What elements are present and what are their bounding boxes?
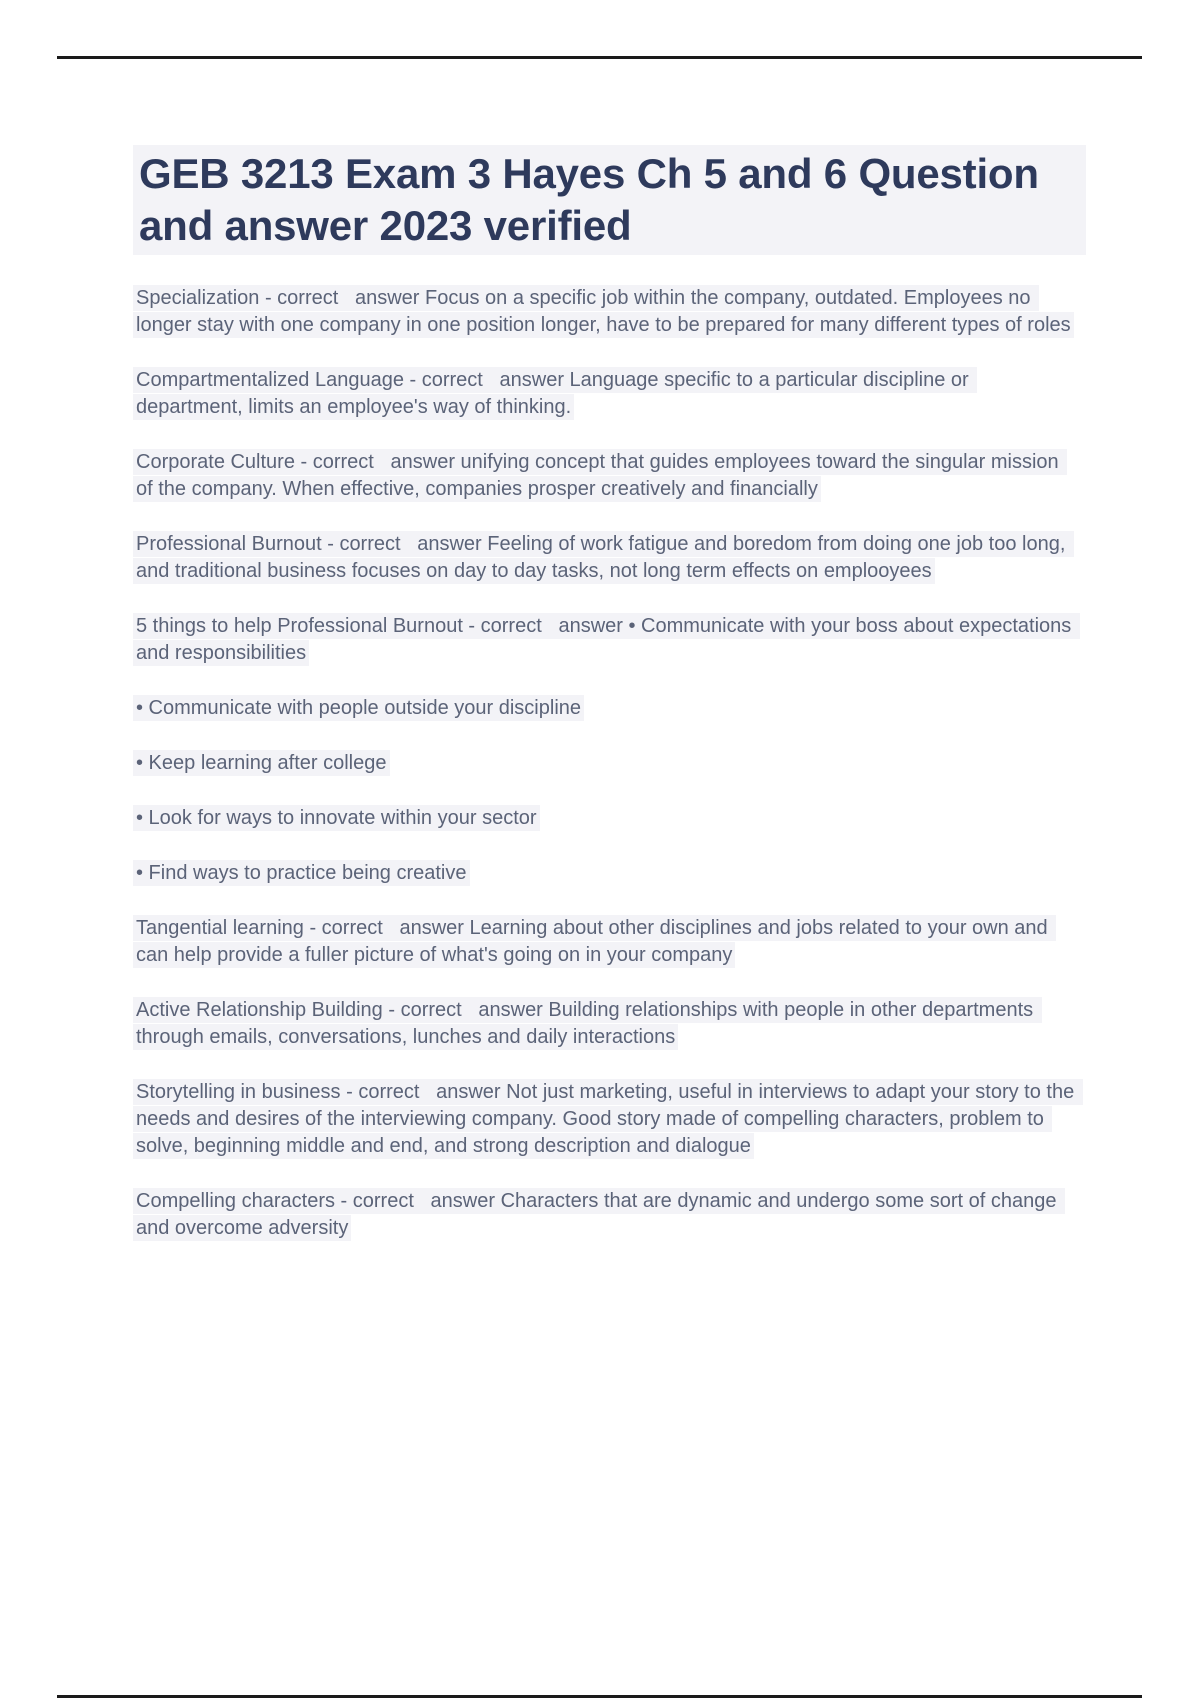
highlighted-text: Compartmentalized Language - correct answer Language specific to a particular discipline or department, limits an employee's way of thinking. <box>133 367 977 420</box>
qa-paragraph-active-relationship-building <box>133 997 1078 1051</box>
highlighted-text: • Look for ways to innovate within your sector <box>133 805 540 831</box>
highlighted-text: • Communicate with people outside your discipline <box>133 695 584 721</box>
qa-paragraph-professional-burnout <box>133 531 1078 585</box>
highlighted-text: Tangential learning - correct answer Learning about other disciplines and jobs related to your own and can help provide a fuller picture of what's going on in your company <box>133 915 1056 968</box>
qa-paragraph-corporate-culture <box>133 449 1078 503</box>
document-content <box>133 145 1085 1242</box>
qa-paragraph-5-things-burnout <box>133 613 1078 667</box>
bullet-item-keep-learning <box>133 750 1078 777</box>
highlighted-text: • Find ways to practice being creative <box>133 860 470 886</box>
highlighted-text: • Keep learning after college <box>133 750 390 776</box>
bullet-item-practice-creative <box>133 860 1078 887</box>
qa-paragraph-compelling-characters <box>133 1188 1078 1242</box>
bottom-divider <box>57 1695 1142 1698</box>
highlighted-text: Compelling characters - correct answer Characters that are dynamic and undergo some sort of change and overcome adversity <box>133 1188 1065 1241</box>
bullet-item-communicate-outside <box>133 695 1078 722</box>
document-title: GEB 3213 Exam 3 Hayes Ch 5 and 6 Question and answer 2023 verified <box>133 145 1086 255</box>
bullet-item-innovate <box>133 805 1078 832</box>
highlighted-text: Professional Burnout - correct answer Feeling of work fatigue and boredom from doing one job too long, and traditional business focuses on day to day tasks, not long term effects on emplooyees <box>133 531 1074 584</box>
qa-paragraph-tangential-learning <box>133 915 1078 969</box>
highlighted-text: Storytelling in business - correct answer Not just marketing, useful in interviews to adapt your story to the needs and desires of the interviewing company. Good story made of compelling characters, problem to solve, beginning middle and end, and strong description and dialogue <box>133 1079 1083 1159</box>
qa-paragraph-compartmentalized-language <box>133 367 1078 421</box>
highlighted-text: 5 things to help Professional Burnout - correct answer • Communicate with your boss about expectations and responsibilities <box>133 613 1080 666</box>
top-divider <box>57 56 1142 59</box>
qa-paragraph-storytelling-in-business <box>133 1079 1078 1160</box>
highlighted-text: Corporate Culture - correct answer unifying concept that guides employees toward the singular mission of the company. When effective, companies prosper creatively and financially <box>133 449 1067 502</box>
highlighted-text: Specialization - correct answer Focus on a specific job within the company, outdated. Employees no longer stay with one company in one position longer, have to be prepared for many different types of roles <box>133 285 1074 338</box>
qa-paragraph-specialization <box>133 285 1078 339</box>
highlighted-text: Active Relationship Building - correct answer Building relationships with people in other departments through emails, conversations, lunches and daily interactions <box>133 997 1042 1050</box>
